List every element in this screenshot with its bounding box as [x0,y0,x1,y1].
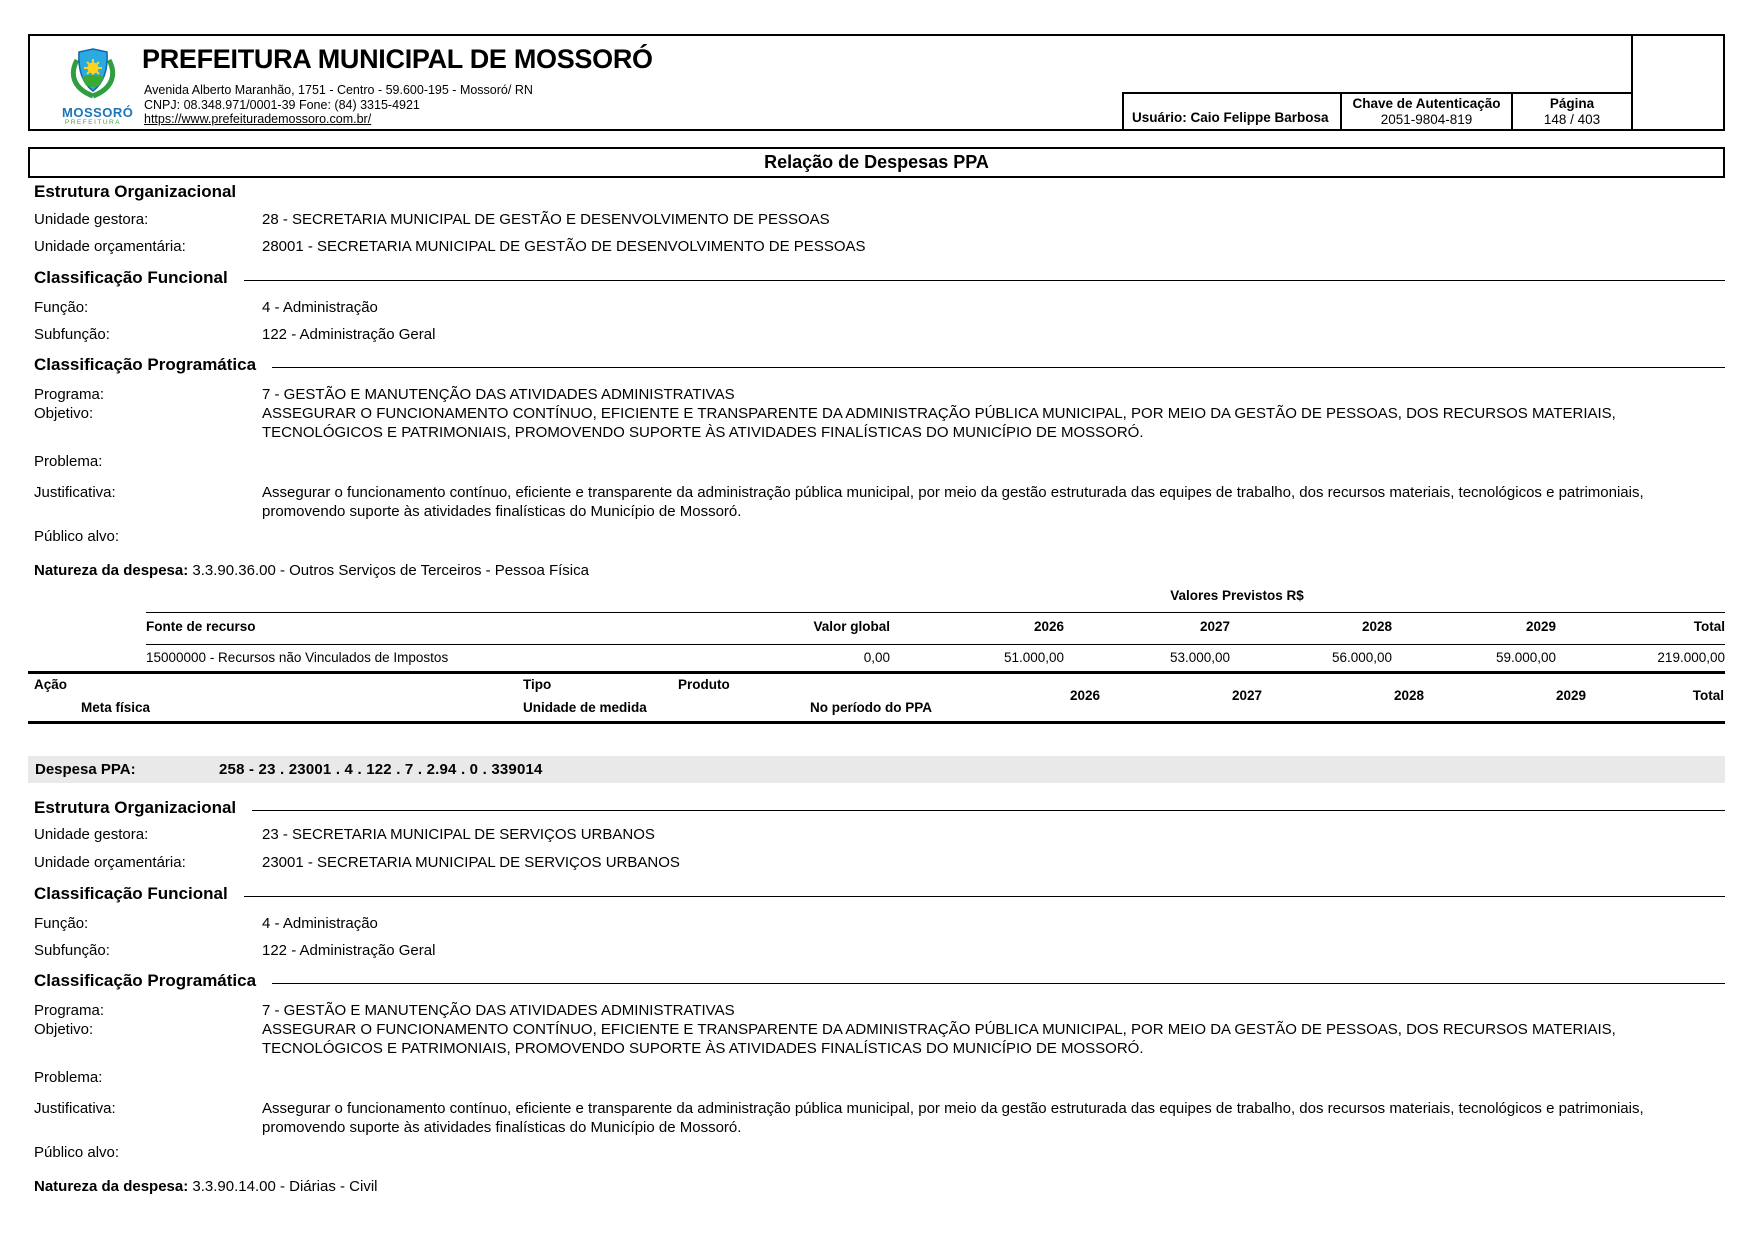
col-year-2026: 2026 [1033,619,1064,634]
field-unidade-gestora [34,210,1725,229]
field-label: Subfunção: [34,326,110,343]
col-valor-global: Valor global [813,619,890,634]
field-label: Função: [34,299,89,316]
auth-key-label: Chave de Autenticação [1352,95,1501,111]
page-number-value: 148 / 403 [1543,111,1601,127]
field-value: 23 - SECRETARIA MUNICIPAL DE SERVIÇOS URBANOS [262,826,655,843]
section-title-classificacao-funcional: Classificação Funcional [34,268,1725,288]
field-natureza-despesa [34,1177,1725,1196]
crest-icon [67,88,119,105]
despesa-ppa-bar [28,756,1725,783]
auth-key-cell [1340,94,1511,129]
organization-address: Avenida Alberto Maranhão, 1751 - Centro - 59.600-195 - Mossoró/ RN [144,83,533,97]
col-year-2029: 2029 [1555,688,1586,703]
field-label: Programa: [34,1002,105,1019]
field-value: 28 - SECRETARIA MUNICIPAL DE GESTÃO E DESENVOLVIMENTO DE PESSOAS [262,211,830,228]
field-value: Assegurar o funcionamento contínuo, eficiente e transparente da administração pública municipal, por meio da gestão estruturada das equipes de trabalho, dos recursos materiais, tecnológicos e patrimoniais, promovendo suporte às atividades finalísticas do Município de Mossoró. [262,1100,1644,1136]
page-label: Página [1549,95,1595,111]
report-title-bar [28,147,1725,178]
field-programa [34,1001,1725,1020]
user-name: Usuário: Caio Felippe Barbosa [1132,110,1329,125]
field-justificativa [34,1099,1725,1137]
field-justificativa [34,483,1725,521]
city-crest-logo [62,47,134,127]
field-label: Objetivo: [34,405,94,422]
col-year-2027: 2027 [1231,688,1262,703]
field-natureza-despesa [34,561,1725,580]
field-value: ASSEGURAR O FUNCIONAMENTO CONTÍNUO, EFICIENTE E TRANSPARENTE DA ADMINISTRAÇÃO PÚBLICA MUNICIPAL, POR MEIO DA GESTÃO DE PESSOAS, DOS RECURSOS MATERIAIS, TECNOLÓGICOS E PATRIMONIAIS, PROMOVENDO SUPORTE ÀS ATIVIDADES FINALÍSTICAS DO MUNICÍPIO DE MOSSORÓ. [262,405,1616,441]
report-title: Relação de Despesas PPA [764,152,989,172]
field-value: 3.3.90.14.00 - Diárias - Civil [192,1178,378,1195]
field-label: Problema: [34,1069,103,1086]
field-value [262,1143,1725,1162]
field-value [262,452,1725,471]
col-year-2027: 2027 [1199,619,1230,634]
section-rule [244,896,1725,897]
field-publico-alvo [34,1143,1725,1162]
valores-previstos-caption: Valores Previstos R$ [1170,588,1304,603]
field-value: 4 - Administração [262,299,378,316]
field-problema [34,452,1725,471]
field-subfuncao [34,325,1725,344]
field-funcao [34,914,1725,933]
field-value: Assegurar o funcionamento contínuo, eficiente e transparente da administração pública municipal, por meio da gestão estruturada das equipes de trabalho, dos recursos materiais, tecnológicos e patrimoniais, promovendo suporte às atividades finalísticas do Município de Mossoró. [262,484,1644,520]
field-label: Unidade orçamentária: [34,854,186,871]
field-label: Unidade gestora: [34,826,149,843]
field-problema [34,1068,1725,1087]
field-label: Função: [34,915,89,932]
col-fonte-recurso: Fonte de recurso [146,619,256,634]
col-acao: Ação [34,677,68,692]
field-value: 122 - Administração Geral [262,326,436,343]
cell-total: 219.000,00 [1657,650,1725,665]
cell-2027: 53.000,00 [1169,650,1230,665]
organization-name: PREFEITURA MUNICIPAL DE MOSSORÓ [142,44,653,74]
field-funcao [34,298,1725,317]
field-label: Problema: [34,453,103,470]
col-tipo: Tipo [523,677,552,692]
organization-cnpj-phone: CNPJ: 08.348.971/0001-39 Fone: (84) 3315-4921 [144,98,420,112]
valores-table-row [146,650,1725,665]
field-value: 3.3.90.36.00 - Outros Serviços de Terceiros - Pessoa Física [192,562,589,579]
col-year-2029: 2029 [1525,619,1556,634]
section-rule [252,810,1725,811]
field-objetivo [34,404,1725,442]
section-rule [244,280,1725,281]
field-value: 4 - Administração [262,915,378,932]
field-value: ASSEGURAR O FUNCIONAMENTO CONTÍNUO, EFICIENTE E TRANSPARENTE DA ADMINISTRAÇÃO PÚBLICA MUNICIPAL, POR MEIO DA GESTÃO DE PESSOAS, DOS RECURSOS MATERIAIS, TECNOLÓGICOS E PATRIMONIAIS, PROMOVENDO SUPORTE ÀS ATIVIDADES FINALÍSTICAS DO MUNICÍPIO DE MOSSORÓ. [262,1021,1616,1057]
field-label: Justificativa: [34,484,116,501]
table-top-rule [146,612,1725,613]
table-bottom-rule [28,671,1725,674]
logo-subtitle: PREFEITURA [64,119,122,126]
table-header-rule [146,644,1725,645]
despesa-ppa-code: 258 - 23 . 23001 . 4 . 122 . 7 . 2.94 . 0 . 339014 [219,761,543,778]
field-value [262,1068,1725,1087]
field-label: Natureza da despesa: [34,562,189,579]
field-label: Justificativa: [34,1100,116,1117]
section-title-estrutura-organizacional: Estrutura Organizacional [34,798,1725,818]
section-title-classificacao-programatica: Classificação Programática [34,971,1725,991]
logo-city-name: MOSSORÓ [62,105,134,120]
field-value: 7 - GESTÃO E MANUTENÇÃO DAS ATIVIDADES ADMINISTRATIVAS [262,386,735,403]
field-subfuncao [34,941,1725,960]
field-label: Público alvo: [34,1144,120,1161]
field-value: 23001 - SECRETARIA MUNICIPAL DE SERVIÇOS URBANOS [262,854,680,871]
organization-website-link[interactable]: https://www.prefeiturademossoro.com.br/ [144,112,372,126]
field-unidade-orcamentaria [34,853,1725,872]
report-header [28,34,1725,131]
col-year-2026: 2026 [1069,688,1100,703]
acao-band-bottom-rule [28,721,1725,724]
cell-2029: 59.000,00 [1495,650,1556,665]
col-unidade-medida: Unidade de medida [523,700,647,715]
field-label: Programa: [34,386,105,403]
field-value: 28001 - SECRETARIA MUNICIPAL DE GESTÃO DE DESENVOLVIMENTO DE PESSOAS [262,238,866,255]
col-no-periodo-ppa: No período do PPA [810,700,932,715]
field-value: 122 - Administração Geral [262,942,436,959]
cell-fonte: 15000000 - Recursos não Vinculados de Impostos [146,650,449,665]
auth-key-value: 2051-9804-819 [1380,111,1473,127]
valores-table-header [146,619,1725,634]
section-rule [272,983,1725,984]
field-objetivo [34,1020,1725,1058]
field-unidade-gestora [34,825,1725,844]
cell-2026: 51.000,00 [1003,650,1064,665]
field-label: Unidade gestora: [34,211,149,228]
col-year-2028: 2028 [1361,619,1392,634]
col-meta-fisica: Meta física [81,700,151,715]
cell-2028: 56.000,00 [1331,650,1392,665]
header-empty-box [1631,36,1723,129]
section-title-classificacao-programatica: Classificação Programática [34,355,1725,375]
acao-header-row2 [34,700,1725,717]
section-title-estrutura-organizacional: Estrutura Organizacional [34,182,237,201]
col-total: Total [1692,688,1724,703]
field-unidade-orcamentaria [34,237,1725,256]
cell-valor-global: 0,00 [863,650,890,665]
field-publico-alvo [34,527,1725,546]
field-label: Unidade orçamentária: [34,238,186,255]
user-cell [1122,94,1340,129]
col-total: Total [1693,619,1725,634]
col-produto: Produto [678,677,730,692]
page-number-cell [1511,94,1631,129]
field-label: Público alvo: [34,528,120,545]
field-programa [34,385,1725,404]
header-info-cells [1122,92,1631,129]
despesa-ppa-label: Despesa PPA: [35,761,136,778]
field-label: Natureza da despesa: [34,1178,189,1195]
col-year-2028: 2028 [1393,688,1424,703]
section-title-classificacao-funcional: Classificação Funcional [34,884,1725,904]
field-label: Objetivo: [34,1021,94,1038]
field-value [262,527,1725,546]
section-rule [272,367,1725,368]
field-value: 7 - GESTÃO E MANUTENÇÃO DAS ATIVIDADES ADMINISTRATIVAS [262,1002,735,1019]
field-label: Subfunção: [34,942,110,959]
